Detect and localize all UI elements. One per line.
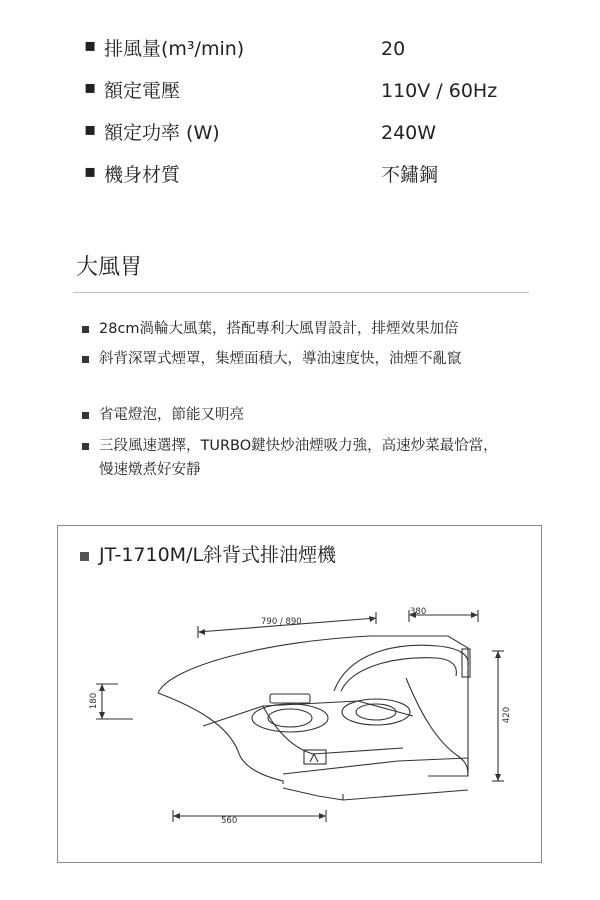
spec-label: 額定電壓 [104,80,181,102]
spec-value: 240W [381,122,437,144]
spec-row-airflow [0,34,600,64]
spec-row-power [0,118,600,148]
spec-value: 20 [381,38,406,60]
section-title: 大風胃 [76,255,143,280]
feature-bullet [82,326,89,333]
spec-bullet: ▪ [84,35,97,56]
feature-text: 斜背深罩式煙罩，集煙面積大，導油速度快，油煙不亂竄 [99,351,462,367]
diagram-panel [57,525,542,863]
dimension-height-left: 180 [89,692,99,710]
diagram-title: JT-1710M/L斜背式排油煙機 [99,544,337,566]
dimension-depth-top: 380 [410,607,427,617]
spec-bullet: ▪ [84,161,97,182]
spec-bullet: ▪ [84,77,97,98]
feature-bullet [82,412,89,419]
dimension-width: 790 / 890 [261,617,302,627]
feature-bullet [82,356,89,363]
spec-label: 額定功率 (W) [104,122,220,144]
spec-label: 機身材質 [104,164,181,186]
feature-text: 省電燈泡，節能又明亮 [99,407,244,423]
spec-value: 110V / 60Hz [381,80,498,102]
section-divider [73,292,529,293]
dimension-bottom-depth: 560 [221,816,238,826]
range-hood-diagram [58,526,541,862]
feature-text: 28cm渦輪大風葉，搭配專利大風胃設計，排煙效果加倍 [99,321,459,337]
spec-row-voltage [0,76,600,106]
feature-bullet [82,443,89,450]
spec-row-material [0,160,600,190]
feature-text: 三段風速選擇，TURBO鍵快炒油煙吸力強，高速炒菜最恰當，慢速燉煮好安靜 [99,438,498,478]
spec-label: 排風量(m³/min) [104,38,245,60]
spec-value: 不鏽鋼 [381,164,439,186]
dimension-height-right: 420 [502,706,512,724]
spec-bullet: ▪ [84,119,97,140]
